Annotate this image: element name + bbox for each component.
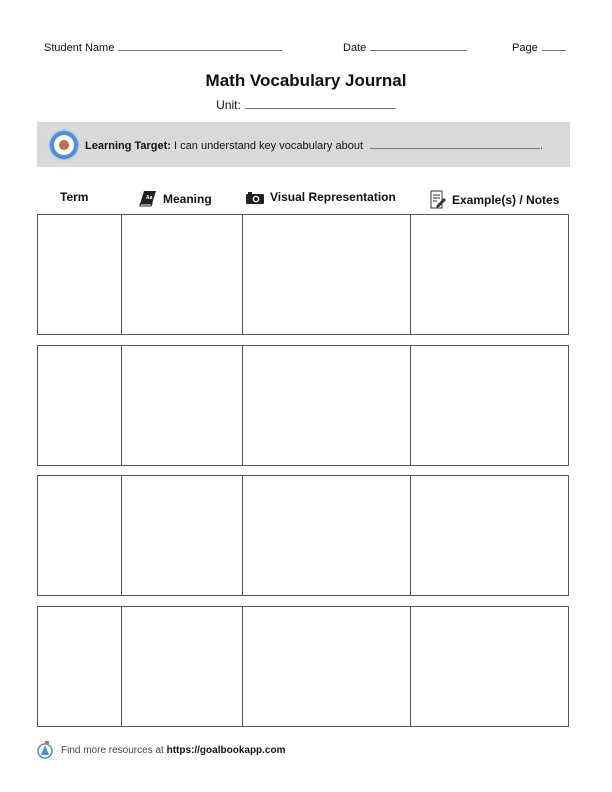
svg-text:Aa: Aa <box>146 195 153 201</box>
term-cell[interactable] <box>38 607 122 726</box>
date-field[interactable] <box>343 41 467 54</box>
visual-cell[interactable] <box>243 607 411 726</box>
meaning-cell[interactable] <box>122 215 243 334</box>
page-field[interactable] <box>512 41 566 54</box>
meaning-cell[interactable] <box>122 607 243 726</box>
target-icon <box>50 131 78 159</box>
date-label: Date <box>343 42 367 54</box>
vocab-row <box>37 214 569 335</box>
page-title: Math Vocabulary Journal <box>205 71 407 90</box>
student-name-field[interactable] <box>44 41 282 54</box>
visual-cell[interactable] <box>243 346 411 465</box>
meaning-cell[interactable] <box>122 476 243 595</box>
footer: Find more resources at https://goalbookapp.com <box>37 741 286 759</box>
column-header-meaning: Aa Meaning <box>139 190 212 207</box>
column-header-visual: Visual Representation <box>246 190 396 204</box>
goalbook-logo-icon <box>37 741 53 759</box>
camera-icon <box>246 191 264 204</box>
vocab-row <box>37 606 569 727</box>
unit-label: Unit: <box>216 98 241 112</box>
page-label: Page <box>512 42 538 54</box>
dictionary-book-icon <box>139 190 157 207</box>
student-name-label: Student Name <box>44 42 115 54</box>
term-cell[interactable] <box>38 476 122 595</box>
notepad-pencil-icon <box>430 190 446 209</box>
term-cell[interactable] <box>38 346 122 465</box>
term-cell[interactable] <box>38 215 122 334</box>
goalbook-link[interactable]: https://goalbookapp.com <box>166 744 286 756</box>
unit-field[interactable] <box>0 98 612 112</box>
vocab-row <box>37 475 569 596</box>
visual-cell[interactable] <box>243 476 411 595</box>
learning-target-box <box>37 122 570 167</box>
column-header-term: Term <box>60 190 89 204</box>
meaning-cell[interactable] <box>122 346 243 465</box>
examples-cell[interactable] <box>411 607 568 726</box>
examples-cell[interactable] <box>411 476 568 595</box>
learning-target-label: Learning Target: <box>85 140 171 152</box>
column-header-examples: Example(s) / Notes <box>430 190 559 209</box>
examples-cell[interactable] <box>411 215 568 334</box>
examples-cell[interactable] <box>411 346 568 465</box>
visual-cell[interactable] <box>243 215 411 334</box>
vocab-row <box>37 345 569 466</box>
learning-target-text[interactable]: Learning Target: I can understand key vocabulary about . <box>85 140 544 152</box>
